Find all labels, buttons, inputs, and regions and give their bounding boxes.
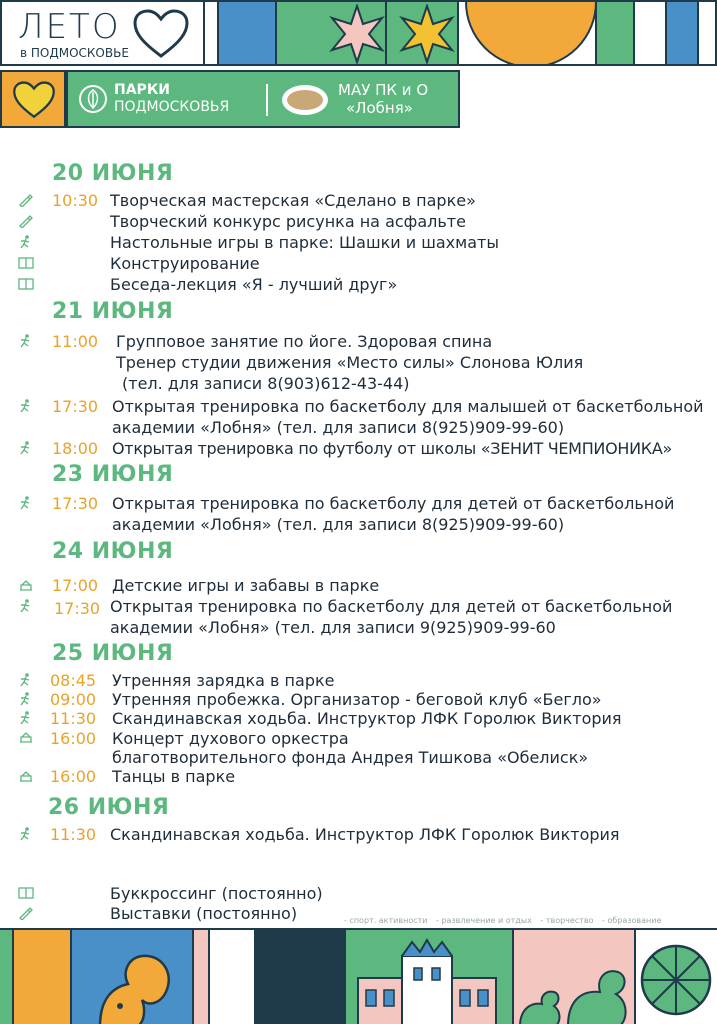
day-heading: 20 ИЮНЯ xyxy=(52,161,174,186)
event-time: 11:30 xyxy=(50,709,97,728)
permanent-event: Выставки (постоянно) xyxy=(110,904,298,923)
education-icon xyxy=(18,886,34,900)
event-details: благотворительного фонда Андрея Тишкова «Обелиск» xyxy=(112,748,589,767)
event-title: Скандинавская ходьба. Инструктор ЛФК Горолюк Виктория xyxy=(112,709,622,728)
creative-icon xyxy=(18,193,34,207)
event-details: академии «Лобня» (тел. для записи 8(925)909-99-60) xyxy=(112,418,565,437)
event-title: Беседа-лекция «Я - лучший друг» xyxy=(110,275,398,294)
sport-icon xyxy=(18,496,34,510)
permanent-event: Буккроссинг (постоянно) xyxy=(110,884,323,903)
sport-icon xyxy=(18,827,34,841)
legend-education: - образование xyxy=(602,916,662,925)
event-title: Танцы в парке xyxy=(112,767,236,786)
icon-legend xyxy=(344,916,667,926)
event-details: академии «Лобня» (тел. для записи 8(925)909-99-60) xyxy=(112,515,565,534)
event-time: 11:30 xyxy=(50,825,97,844)
fun-icon xyxy=(18,769,34,783)
day-heading: 25 ИЮНЯ xyxy=(52,641,174,666)
logo-title: ЛЕТО xyxy=(18,7,121,47)
day-heading: 24 ИЮНЯ xyxy=(52,539,174,564)
sport-icon xyxy=(18,599,34,613)
sport-icon xyxy=(18,692,34,706)
leaf-logo-icon xyxy=(78,84,108,114)
fun-icon xyxy=(18,730,34,744)
yellow-heart-icon xyxy=(12,80,56,120)
sport-icon xyxy=(18,399,34,413)
event-title: Творческий конкурс рисунка на асфальте xyxy=(110,212,466,231)
legend-fun: - развлечение и отдых xyxy=(436,916,532,925)
yellow-star-icon xyxy=(397,4,457,64)
sport-icon xyxy=(18,711,34,725)
event-details: Тренер студии движения «Место силы» Слонова Юлия xyxy=(116,353,584,372)
event-title: Утренняя пробежка. Организатор - беговой клуб «Бегло» xyxy=(112,690,602,709)
legend-creative: - творчество xyxy=(540,916,594,925)
event-title: Открытая тренировка по баскетболу для малышей от баскетбольной xyxy=(112,397,704,416)
event-time: 11:00 xyxy=(52,332,99,351)
event-details: академии «Лобня» (тел. для записи 9(925)909-99-60 xyxy=(110,618,556,637)
event-time: 08:45 xyxy=(50,671,97,690)
education-icon xyxy=(18,256,34,270)
event-time: 17:30 xyxy=(54,599,101,618)
org-name-city: «Лобня» xyxy=(346,99,413,117)
sport-icon xyxy=(18,334,34,348)
creative-icon xyxy=(18,214,34,228)
creative-icon xyxy=(18,906,34,920)
sport-icon xyxy=(18,441,34,455)
event-title: Творческая мастерская «Сделано в парке» xyxy=(110,191,476,210)
parks-label: ПАРКИ xyxy=(114,82,170,98)
event-title: Открытая тренировка по футболу от школы «ЗЕНИТ ЧЕМПИОНИКА» xyxy=(112,439,672,458)
sport-icon xyxy=(18,673,34,687)
legend-sport: - спорт. активности xyxy=(344,916,428,925)
event-title: Утренняя зарядка в парке xyxy=(112,671,335,690)
parks-label-region: ПОДМОСКОВЬЯ xyxy=(114,99,230,115)
footer-decor xyxy=(0,928,717,1024)
event-time: 16:00 xyxy=(50,729,97,748)
event-time: 18:00 xyxy=(52,439,99,458)
sport-icon xyxy=(18,235,34,249)
event-title: Открытая тренировка по баскетболу для детей от баскетбольной xyxy=(110,597,673,616)
citrus-slice-icon xyxy=(640,944,712,1016)
event-time: 17:30 xyxy=(52,494,99,513)
partners-banner xyxy=(66,70,460,128)
logo-subtitle: в ПОДМОСКОВЬЕ xyxy=(20,46,129,60)
fun-icon xyxy=(18,578,34,592)
event-title: Концерт духового оркестра xyxy=(112,729,349,748)
squirrel-icon xyxy=(90,952,180,1024)
manor-house-icon xyxy=(352,938,502,1024)
day-heading: 26 ИЮНЯ xyxy=(48,795,170,820)
event-time: 10:30 xyxy=(52,191,99,210)
day-heading: 23 ИЮНЯ xyxy=(52,462,174,487)
heart-badge xyxy=(0,70,66,128)
logo-panel xyxy=(0,0,205,66)
event-title: Конструирование xyxy=(110,254,260,273)
org-name: МАУ ПК и О xyxy=(338,81,429,99)
ducks-icon xyxy=(516,960,636,1024)
event-time: 17:30 xyxy=(52,397,99,416)
day-heading: 21 ИЮНЯ xyxy=(52,299,174,324)
event-title: Групповое занятие по йоге. Здоровая спина xyxy=(116,332,493,351)
education-icon xyxy=(18,277,34,291)
event-time: 17:00 xyxy=(52,576,99,595)
event-phone: (тел. для записи 8(903)612-43-44) xyxy=(122,374,410,393)
pink-star-icon xyxy=(327,4,387,64)
header-decor-stars xyxy=(203,0,459,66)
event-title: Скандинавская ходьба. Инструктор ЛФК Горолюк Виктория xyxy=(110,825,620,844)
event-time: 16:00 xyxy=(50,767,97,786)
event-title: Детские игры и забавы в парке xyxy=(112,576,380,595)
header-decor-sun xyxy=(457,0,717,66)
event-title: Настольные игры в парке: Шашки и шахматы xyxy=(110,233,499,252)
event-title: Открытая тренировка по баскетболу для детей от баскетбольной xyxy=(112,494,675,513)
park-emblem-icon xyxy=(280,82,330,118)
event-time: 09:00 xyxy=(50,690,97,709)
heart-logo-icon xyxy=(132,8,190,60)
